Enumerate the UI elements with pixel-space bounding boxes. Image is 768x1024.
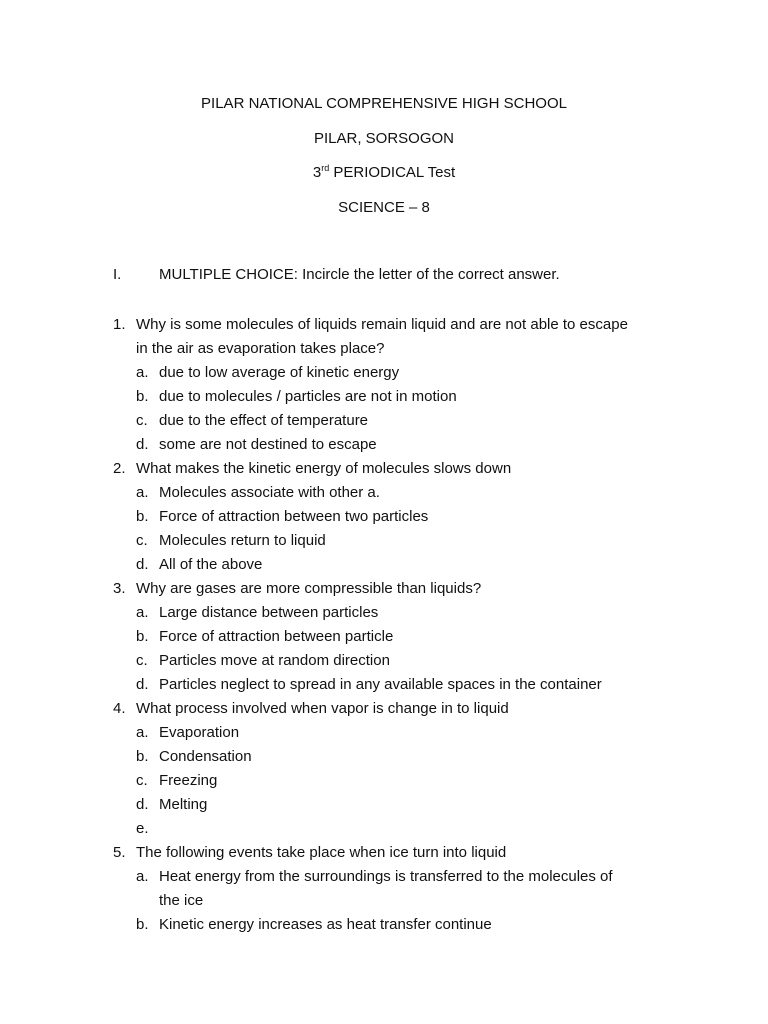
question-text: Why are gases are more compressible than liquids? — [136, 580, 482, 597]
option-text: All of the above — [159, 556, 263, 573]
option-letter: d. — [136, 796, 149, 813]
answer-option — [113, 553, 673, 577]
question-text: The following events take place when ice turn into liquid — [136, 844, 507, 861]
option-letter: e. — [136, 820, 149, 837]
answer-option — [113, 769, 673, 793]
option-letter: d. — [136, 556, 149, 573]
question-line — [113, 577, 673, 601]
answer-option — [113, 793, 673, 817]
question-number: 4. — [113, 700, 126, 717]
question-text: in the air as evaporation takes place? — [136, 340, 385, 357]
question-number: 5. — [113, 844, 126, 861]
option-letter: a. — [136, 604, 149, 621]
option-letter: b. — [136, 748, 149, 765]
option-text: Freezing — [159, 772, 218, 789]
question-line — [113, 697, 673, 721]
option-text: Force of attraction between particle — [159, 628, 394, 645]
option-text: Particles neglect to spread in any available spaces in the container — [159, 676, 602, 693]
answer-option — [113, 865, 673, 889]
option-letter: a. — [136, 868, 149, 885]
option-letter: c. — [136, 652, 148, 669]
answer-option — [113, 817, 673, 841]
answer-option — [113, 721, 673, 745]
question-text: What makes the kinetic energy of molecules slows down — [136, 460, 512, 477]
option-letter: c. — [136, 532, 148, 549]
test-name: PERIODICAL Test — [329, 164, 456, 181]
option-text: Large distance between particles — [159, 604, 379, 621]
subject-title: SCIENCE – 8 — [338, 199, 430, 216]
option-letter: c. — [136, 412, 148, 429]
question-text: What process involved when vapor is change in to liquid — [136, 700, 509, 717]
school-name: PILAR NATIONAL COMPREHENSIVE HIGH SCHOOL — [201, 95, 567, 112]
answer-option — [113, 913, 673, 937]
option-letter: b. — [136, 388, 149, 405]
option-text: Evaporation — [159, 724, 240, 741]
test-title — [0, 164, 768, 181]
option-text: Melting — [159, 796, 208, 813]
question-number: 1. — [113, 316, 126, 333]
answer-option — [113, 409, 673, 433]
answer-option — [113, 505, 673, 529]
section-instruction: MULTIPLE CHOICE: Incircle the letter of the correct answer. — [159, 266, 560, 283]
option-letter: d. — [136, 436, 149, 453]
option-text: Molecules associate with other a. — [159, 484, 380, 501]
option-text: Force of attraction between two particles — [159, 508, 429, 525]
question-list — [113, 313, 673, 937]
answer-option — [113, 625, 673, 649]
answer-option — [113, 745, 673, 769]
option-letter: a. — [136, 724, 149, 741]
test-number-suffix: rd — [321, 163, 330, 173]
answer-option — [113, 649, 673, 673]
option-text-continued: the ice — [159, 892, 204, 909]
question-line — [113, 337, 673, 361]
answer-option-continued — [113, 889, 673, 913]
option-letter: b. — [136, 916, 149, 933]
question-text: Why is some molecules of liquids remain liquid and are not able to escape — [136, 316, 628, 333]
option-text: Particles move at random direction — [159, 652, 390, 669]
test-number: 3 — [312, 164, 322, 181]
option-text: Condensation — [159, 748, 252, 765]
question-line — [113, 457, 673, 481]
school-location: PILAR, SORSOGON — [313, 130, 455, 147]
option-text: Heat energy from the surroundings is transferred to the molecules of — [159, 868, 613, 885]
answer-option — [113, 673, 673, 697]
answer-option — [113, 385, 673, 409]
question-number: 3. — [113, 580, 126, 597]
section-number: I. — [113, 266, 122, 283]
answer-option — [113, 433, 673, 457]
answer-option — [113, 601, 673, 625]
option-text: Molecules return to liquid — [159, 532, 326, 549]
option-letter: b. — [136, 628, 149, 645]
question-number: 2. — [113, 460, 126, 477]
option-letter: a. — [136, 484, 149, 501]
option-letter: d. — [136, 676, 149, 693]
answer-option — [113, 481, 673, 505]
option-text: due to the effect of temperature — [159, 412, 369, 429]
question-line — [113, 841, 673, 865]
answer-option — [113, 361, 673, 385]
question-line — [113, 313, 673, 337]
option-letter: b. — [136, 508, 149, 525]
option-letter: a. — [136, 364, 149, 381]
option-text: due to molecules / particles are not in motion — [159, 388, 457, 405]
option-text: Kinetic energy increases as heat transfer continue — [159, 916, 492, 933]
option-text: due to low average of kinetic energy — [159, 364, 400, 381]
answer-option — [113, 529, 673, 553]
option-letter: c. — [136, 772, 148, 789]
option-text: some are not destined to escape — [159, 436, 377, 453]
